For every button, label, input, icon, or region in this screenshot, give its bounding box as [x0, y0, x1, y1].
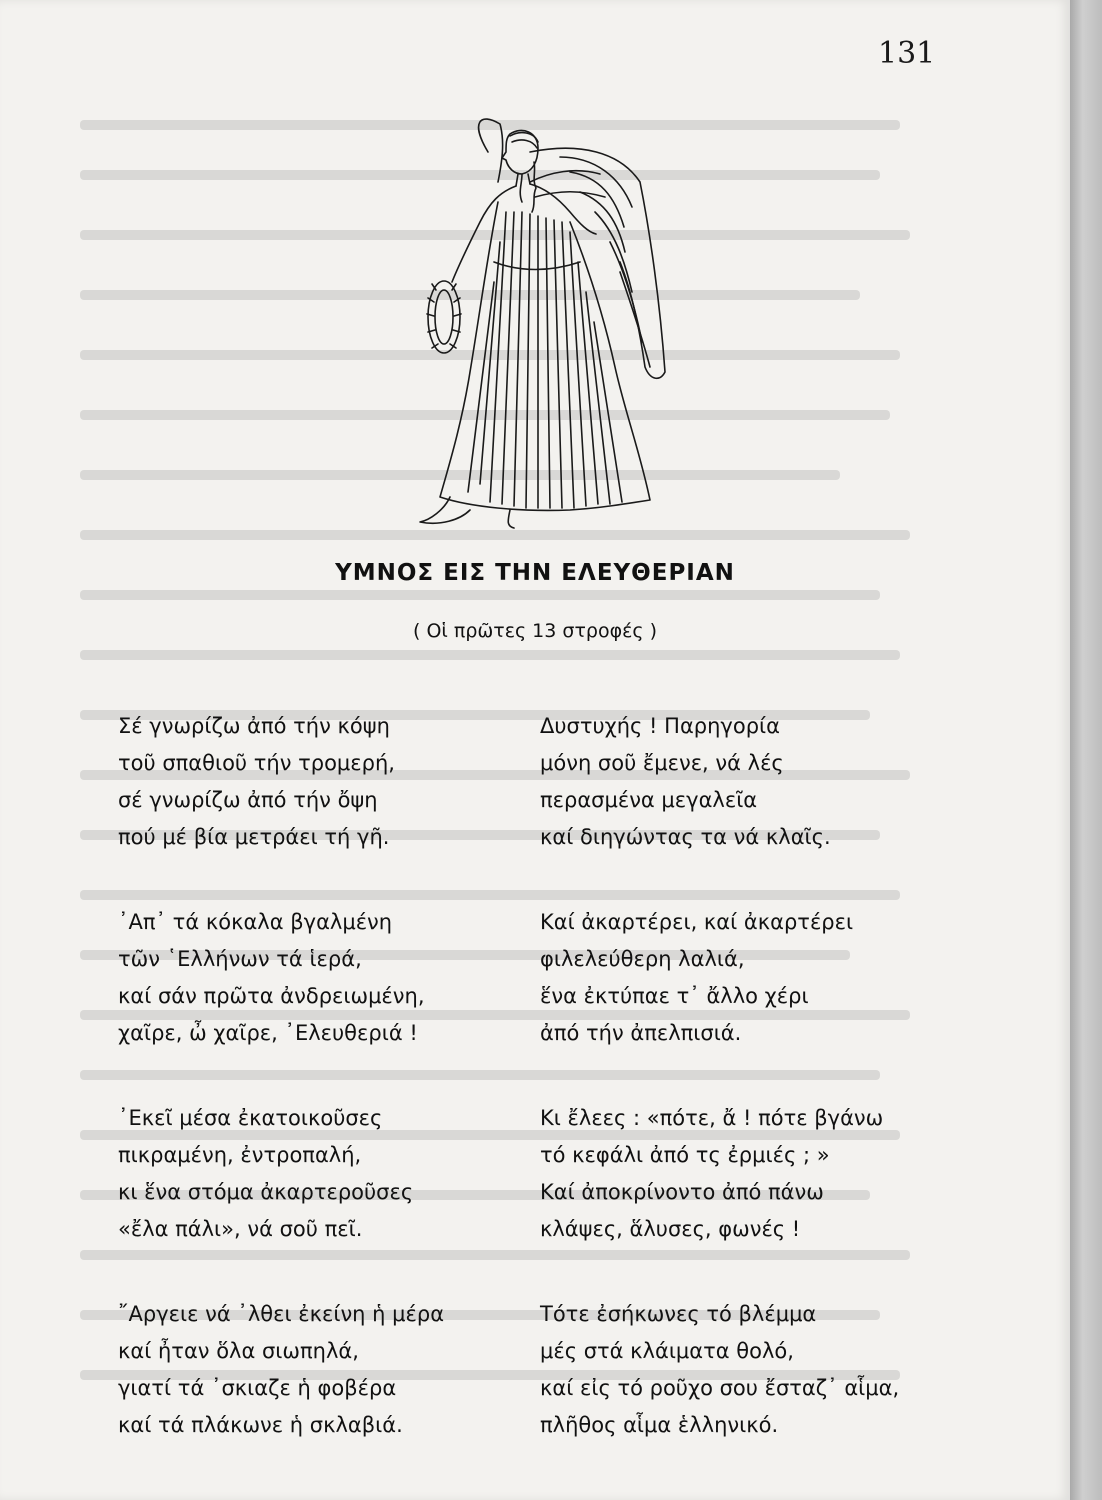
verse-line: Τότε ἐσήκωνες τό βλέμμα: [540, 1302, 817, 1326]
verse-line: Κι ἔλεες : «πότε, ἄ ! πότε βγάνω: [540, 1106, 884, 1130]
stanza: [540, 1296, 960, 1444]
stanza: [118, 904, 538, 1052]
stanza: [118, 1296, 538, 1444]
verse-line: γιατί τά ᾿σκιαζε ἡ φοβέρα: [118, 1376, 397, 1400]
verse-line: τό κεφάλι ἀπό τς ἐρμιές ; »: [540, 1143, 830, 1167]
poem-column-left: [118, 708, 538, 1492]
winged-victory-icon: [410, 112, 680, 532]
verse-line: τῶν ῾Ελλήνων τά ἱερά,: [118, 947, 362, 971]
verse-line: καί σάν πρῶτα ἀνδρειωμένη,: [118, 984, 425, 1008]
verse-line: καί εἰς τό ροῦχο σου ἔσταζ᾿ αἷμα,: [540, 1376, 900, 1400]
poem-column-right: [540, 708, 960, 1492]
verse-line: ῎Αργειε νά ᾿λθει ἐκείνη ἡ μέρα: [118, 1302, 445, 1326]
verse-line: μόνη σοῦ ἔμενε, νά λές: [540, 751, 784, 775]
verse-line: πικραμένη, ἐντροπαλή,: [118, 1143, 362, 1167]
poem-subtitle: ( Οἱ πρῶτες 13 στροφές ): [413, 620, 657, 642]
stanza: [540, 904, 960, 1052]
verse-line: φιλελεύθερη λαλιά,: [540, 947, 745, 971]
poem-title: ΥΜΝΟΣ ΕΙΣ ΤΗΝ ΕΛΕΥΘΕΡΙΑΝ: [335, 560, 735, 586]
verse-line: πού μέ βία μετράει τή γῆ.: [118, 825, 390, 849]
page-number: 131: [878, 36, 936, 71]
verse-line: πλῆθος αἷμα ἑλληνικό.: [540, 1413, 779, 1437]
verse-line: σέ γνωρίζω ἀπό τήν ὄψη: [118, 788, 378, 812]
verse-line: ᾿Εκεῖ μέσα ἐκατοικοῦσες: [118, 1106, 383, 1130]
verse-line: καί ἦταν ὅλα σιωπηλά,: [118, 1339, 359, 1363]
verse-line: Καί ἀκαρτέρει, καί ἀκαρτέρει: [540, 910, 854, 934]
verse-line: Σέ γνωρίζω ἀπό τήν κόψη: [118, 714, 390, 738]
verse-line: ἀπό τήν ἀπελπισιά.: [540, 1021, 742, 1045]
verse-line: καί διηγώντας τα νά κλαῖς.: [540, 825, 831, 849]
verse-line: Καί ἀποκρίνοντο ἀπό πάνω: [540, 1180, 824, 1204]
verse-line: μές στά κλάιματα θολό,: [540, 1339, 794, 1363]
stanza: [540, 1100, 960, 1248]
stanza: [118, 708, 538, 856]
verse-line: κι ἕνα στόμα ἀκαρτεροῦσες: [118, 1180, 414, 1204]
verse-line: Δυστυχής ! Παρηγορία: [540, 714, 780, 738]
stanza: [118, 1100, 538, 1248]
verse-line: τοῦ σπαθιοῦ τήν τρομερή,: [118, 751, 395, 775]
verse-line: καί τά πλάκωνε ἡ σκλαβιά.: [118, 1413, 403, 1437]
verse-line: «ἔλα πάλι», νά σοῦ πεῖ.: [118, 1217, 363, 1241]
verse-line: κλάψες, ἅλυσες, φωνές !: [540, 1217, 801, 1241]
verse-line: ἕνα ἐκτύπαε τ᾿ ἄλλο χέρι: [540, 984, 809, 1008]
verse-line: χαῖρε, ὦ χαῖρε, ᾿Ελευθεριά !: [118, 1021, 418, 1045]
stanza: [540, 708, 960, 856]
book-page-edge: [1070, 0, 1102, 1500]
verse-line: περασμένα μεγαλεῖα: [540, 788, 758, 812]
verse-line: ᾿Απ᾿ τά κόκαλα βγαλμένη: [118, 910, 393, 934]
